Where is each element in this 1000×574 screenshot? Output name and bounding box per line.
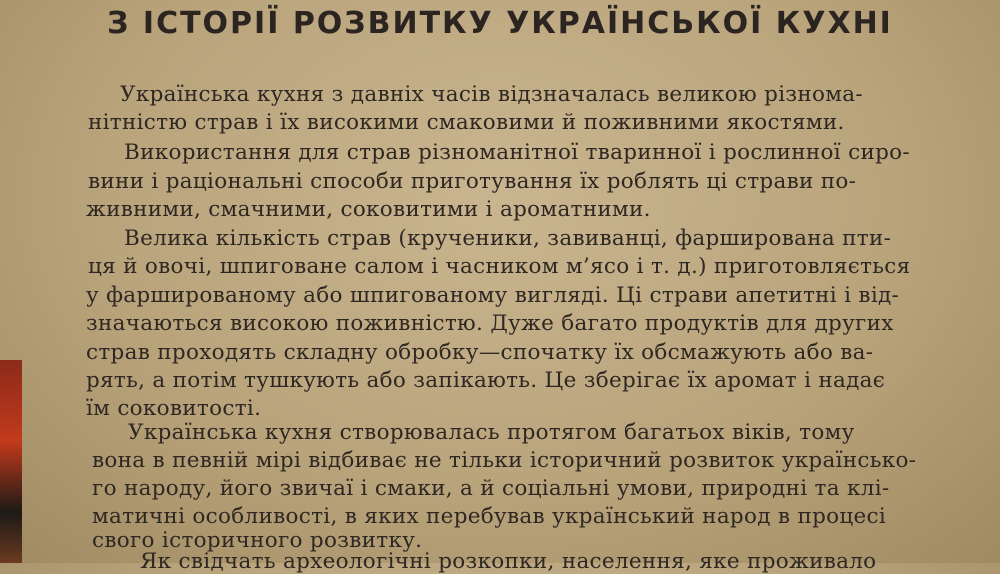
text-line: ця й овочі, шпиговане салом і часником м’ясо і т. д.) приготовляється bbox=[88, 254, 911, 279]
text-line: Велика кількість страв (крученики, завиванці, фарширована пти- bbox=[124, 226, 892, 251]
text-line: матичні особливості, в яких перебував український народ в процесі bbox=[92, 504, 887, 529]
text-line: Як свідчать археологічні розкопки, населення, яке проживало bbox=[140, 549, 877, 574]
text-line: страв проходять складну обробку—спочатку їх обсмажують або ва- bbox=[86, 340, 874, 365]
book-edge-decoration bbox=[0, 360, 22, 563]
text-line: Українська кухня з давніх часів відзначалась великою різнома- bbox=[120, 82, 863, 107]
text-line: живними, смачними, соковитими і ароматними. bbox=[86, 197, 651, 222]
text-line: значаються високою поживністю. Дуже багато продуктів для других bbox=[86, 311, 894, 336]
page-title: З ІСТОРІЇ РОЗВИТКУ УКРАЇНСЬКОЇ КУХНІ bbox=[107, 6, 893, 41]
text-line: у фаршированому або шпигованому вигляді. Ці страви апетитні і від- bbox=[86, 283, 900, 308]
text-line: вини і раціональні способи приготування їх роблять ці страви по- bbox=[88, 169, 857, 194]
text-line: вона в певній мірі відбиває не тільки історичний розвиток українсько- bbox=[92, 448, 917, 473]
text-line: Українська кухня створювалась протягом багатьох віків, тому bbox=[128, 420, 855, 445]
text-line: свого історичного розвитку. bbox=[92, 528, 423, 553]
text-line: Використання для страв різноманітної тваринної і рослинної сиро- bbox=[124, 140, 910, 165]
text-line: нітністю страв і їх високими смаковими й поживними якостями. bbox=[88, 110, 845, 135]
text-line: го народу, його звичаї і смаки, а й соціальні умови, природні та клі- bbox=[92, 476, 890, 501]
text-line: їм соковитості. bbox=[86, 396, 262, 421]
text-line: рять, а потім тушкують або запікають. Це зберігає їх аромат і надає bbox=[86, 368, 886, 393]
